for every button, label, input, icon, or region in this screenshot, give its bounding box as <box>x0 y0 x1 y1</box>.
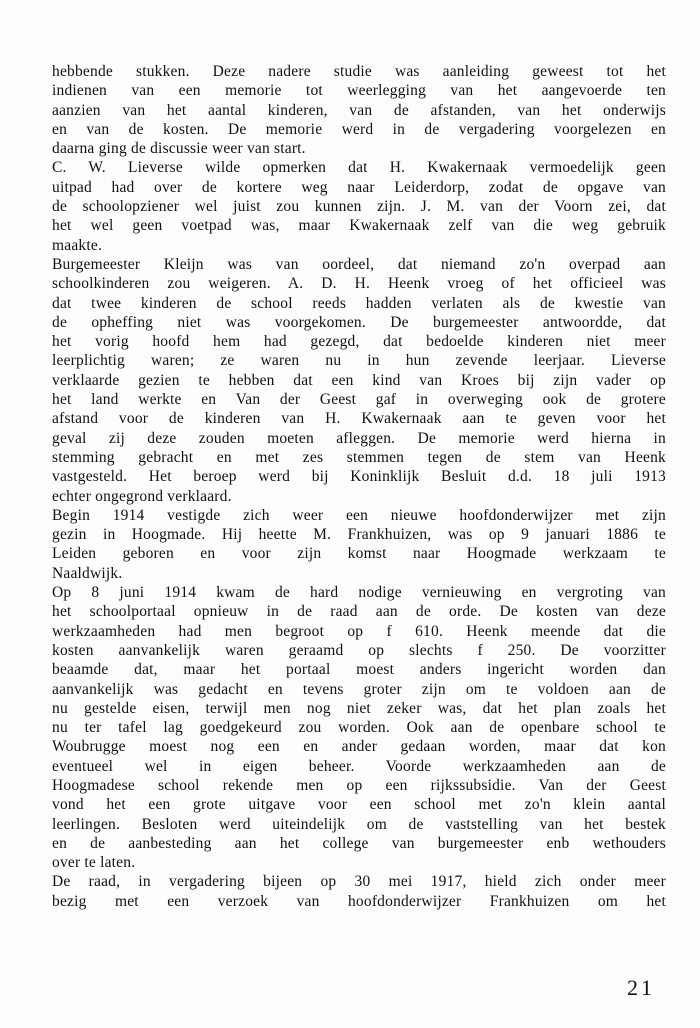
text-line: hebbende stukken. Deze nadere studie was aanleiding geweest tot het <box>52 63 666 80</box>
text-line: dat twee kinderen de school reeds hadden verlaten als de kwestie van <box>52 294 666 312</box>
text-line: over te laten. <box>52 854 136 872</box>
text-line: afstand voor de kinderen van H. Kwakernaak aan te geven voor het <box>52 410 666 428</box>
text-line: eventueel wel in eigen beheer. Voorde werkzaamheden aan de <box>52 757 666 775</box>
text-line: kosten aanvankelijk waren geraamd op slechts f 250. De voorzitter <box>52 641 666 659</box>
page-number: 21 <box>627 975 655 1000</box>
text-line: het wel geen voetpad was, maar Kwakernaak zelf van die weg gebruik <box>52 217 666 235</box>
text-line: de opheffing niet was voorgekomen. De burgemeester antwoordde, dat <box>52 313 666 331</box>
text-line: nu ter tafel lag goedgekeurd zou worden. Ook aan de openbare school te <box>52 719 666 737</box>
text-line: Woubrugge moest nog een en ander gedaan worden, maar dat kon <box>52 738 666 756</box>
text-line: het vorig hoofd hem had gezegd, dat bedoelde kinderen niet meer <box>52 333 666 351</box>
text-line: Burgemeester Kleijn was van oordeel, dat niemand zo'n overpad aan <box>52 255 666 273</box>
text-line: vond het een grote uitgave voor een school met zo'n klein aantal <box>52 796 666 814</box>
text-line: en van de kosten. De memorie werd in de vergadering voorgelezen en <box>52 120 666 138</box>
text-line: gezin in Hoogmade. Hij heette M. Frankhuizen, was op 9 januari 1886 te <box>52 526 666 544</box>
text-line: Op 8 juni 1914 kwam de hard nodige vernieuwing en vergroting van <box>52 584 666 602</box>
text-line: beaamde dat, maar het portaal moest anders ingericht worden dan <box>52 661 666 679</box>
text-line: geval zij deze zouden moeten afleggen. De memorie werd hierna in <box>52 429 666 447</box>
text-line: aanvankelijk was gedacht en tevens groter zijn om te voldoen aan de <box>52 680 666 698</box>
text-line: het schoolportaal opnieuw in de raad aan de orde. De kosten van deze <box>52 603 666 621</box>
text-line: leerlingen. Besloten werd uiteindelijk om de vaststelling van het bestek <box>52 815 666 833</box>
text-line: Naaldwijk. <box>52 564 123 582</box>
text-line: echter ongegrond verklaard. <box>52 487 232 505</box>
text-line: leerplichtig waren; ze waren nu in hun zevende leerjaar. Lieverse <box>52 352 666 370</box>
text-line: bezig met een verzoek van hoofdonderwijzer Frankhuizen om het <box>52 892 666 910</box>
text-line: C. W. Lieverse wilde opmerken dat H. Kwakernaak vermoedelijk geen <box>52 159 666 177</box>
text-line: werkzaamheden had men begroot op f 610. Heenk meende dat die <box>52 622 666 640</box>
text-line: indienen van een memorie tot weerlegging van het aangevoerde ten <box>52 82 666 100</box>
text-line: vastgesteld. Het beroep werd bij Koninklijk Besluit d.d. 18 juli 1913 <box>52 468 666 486</box>
text-line: het land werkte en Van der Geest gaf in overweging ook de grotere <box>52 391 666 409</box>
body-text <box>52 62 666 911</box>
text-line: verklaarde gezien te hebben dat een kind van Kroes bij zijn vader op <box>52 371 666 389</box>
text-line: Begin 1914 vestigde zich weer een nieuwe hoofdonderwijzer met zijn <box>52 506 666 524</box>
text-line: maakte. <box>52 236 103 254</box>
text-line: daarna ging de discussie weer van start. <box>52 140 306 158</box>
text-line: uitpad had over de kortere weg naar Leiderdorp, zodat de opgave van <box>52 178 666 196</box>
text-line: schoolkinderen zou weigeren. A. D. H. Heenk vroeg of het officieel was <box>52 275 666 293</box>
text-line: nu gestelde eisen, terwijl men nog niet zeker was, dat het plan zoals het <box>52 699 666 717</box>
text-line: De raad, in vergadering bijeen op 30 mei 1917, hield zich onder meer <box>52 873 666 891</box>
text-line: Leiden geboren en voor zijn komst naar Hoogmade werkzaam te <box>52 545 666 563</box>
text-line: en de aanbesteding aan het college van burgemeester enb wethouders <box>52 834 666 852</box>
text-line: aanzien van het aantal kinderen, van de afstanden, van het onderwijs <box>52 101 666 119</box>
text-line: stemming gebracht en met zes stemmen tegen de stem van Heenk <box>52 448 666 466</box>
text-line: Hoogmadese school rekende men op een rijkssubsidie. Van der Geest <box>52 776 666 794</box>
text-line: de schoolopziener wel juist zou kunnen zijn. J. M. van der Voorn zei, dat <box>52 198 666 216</box>
